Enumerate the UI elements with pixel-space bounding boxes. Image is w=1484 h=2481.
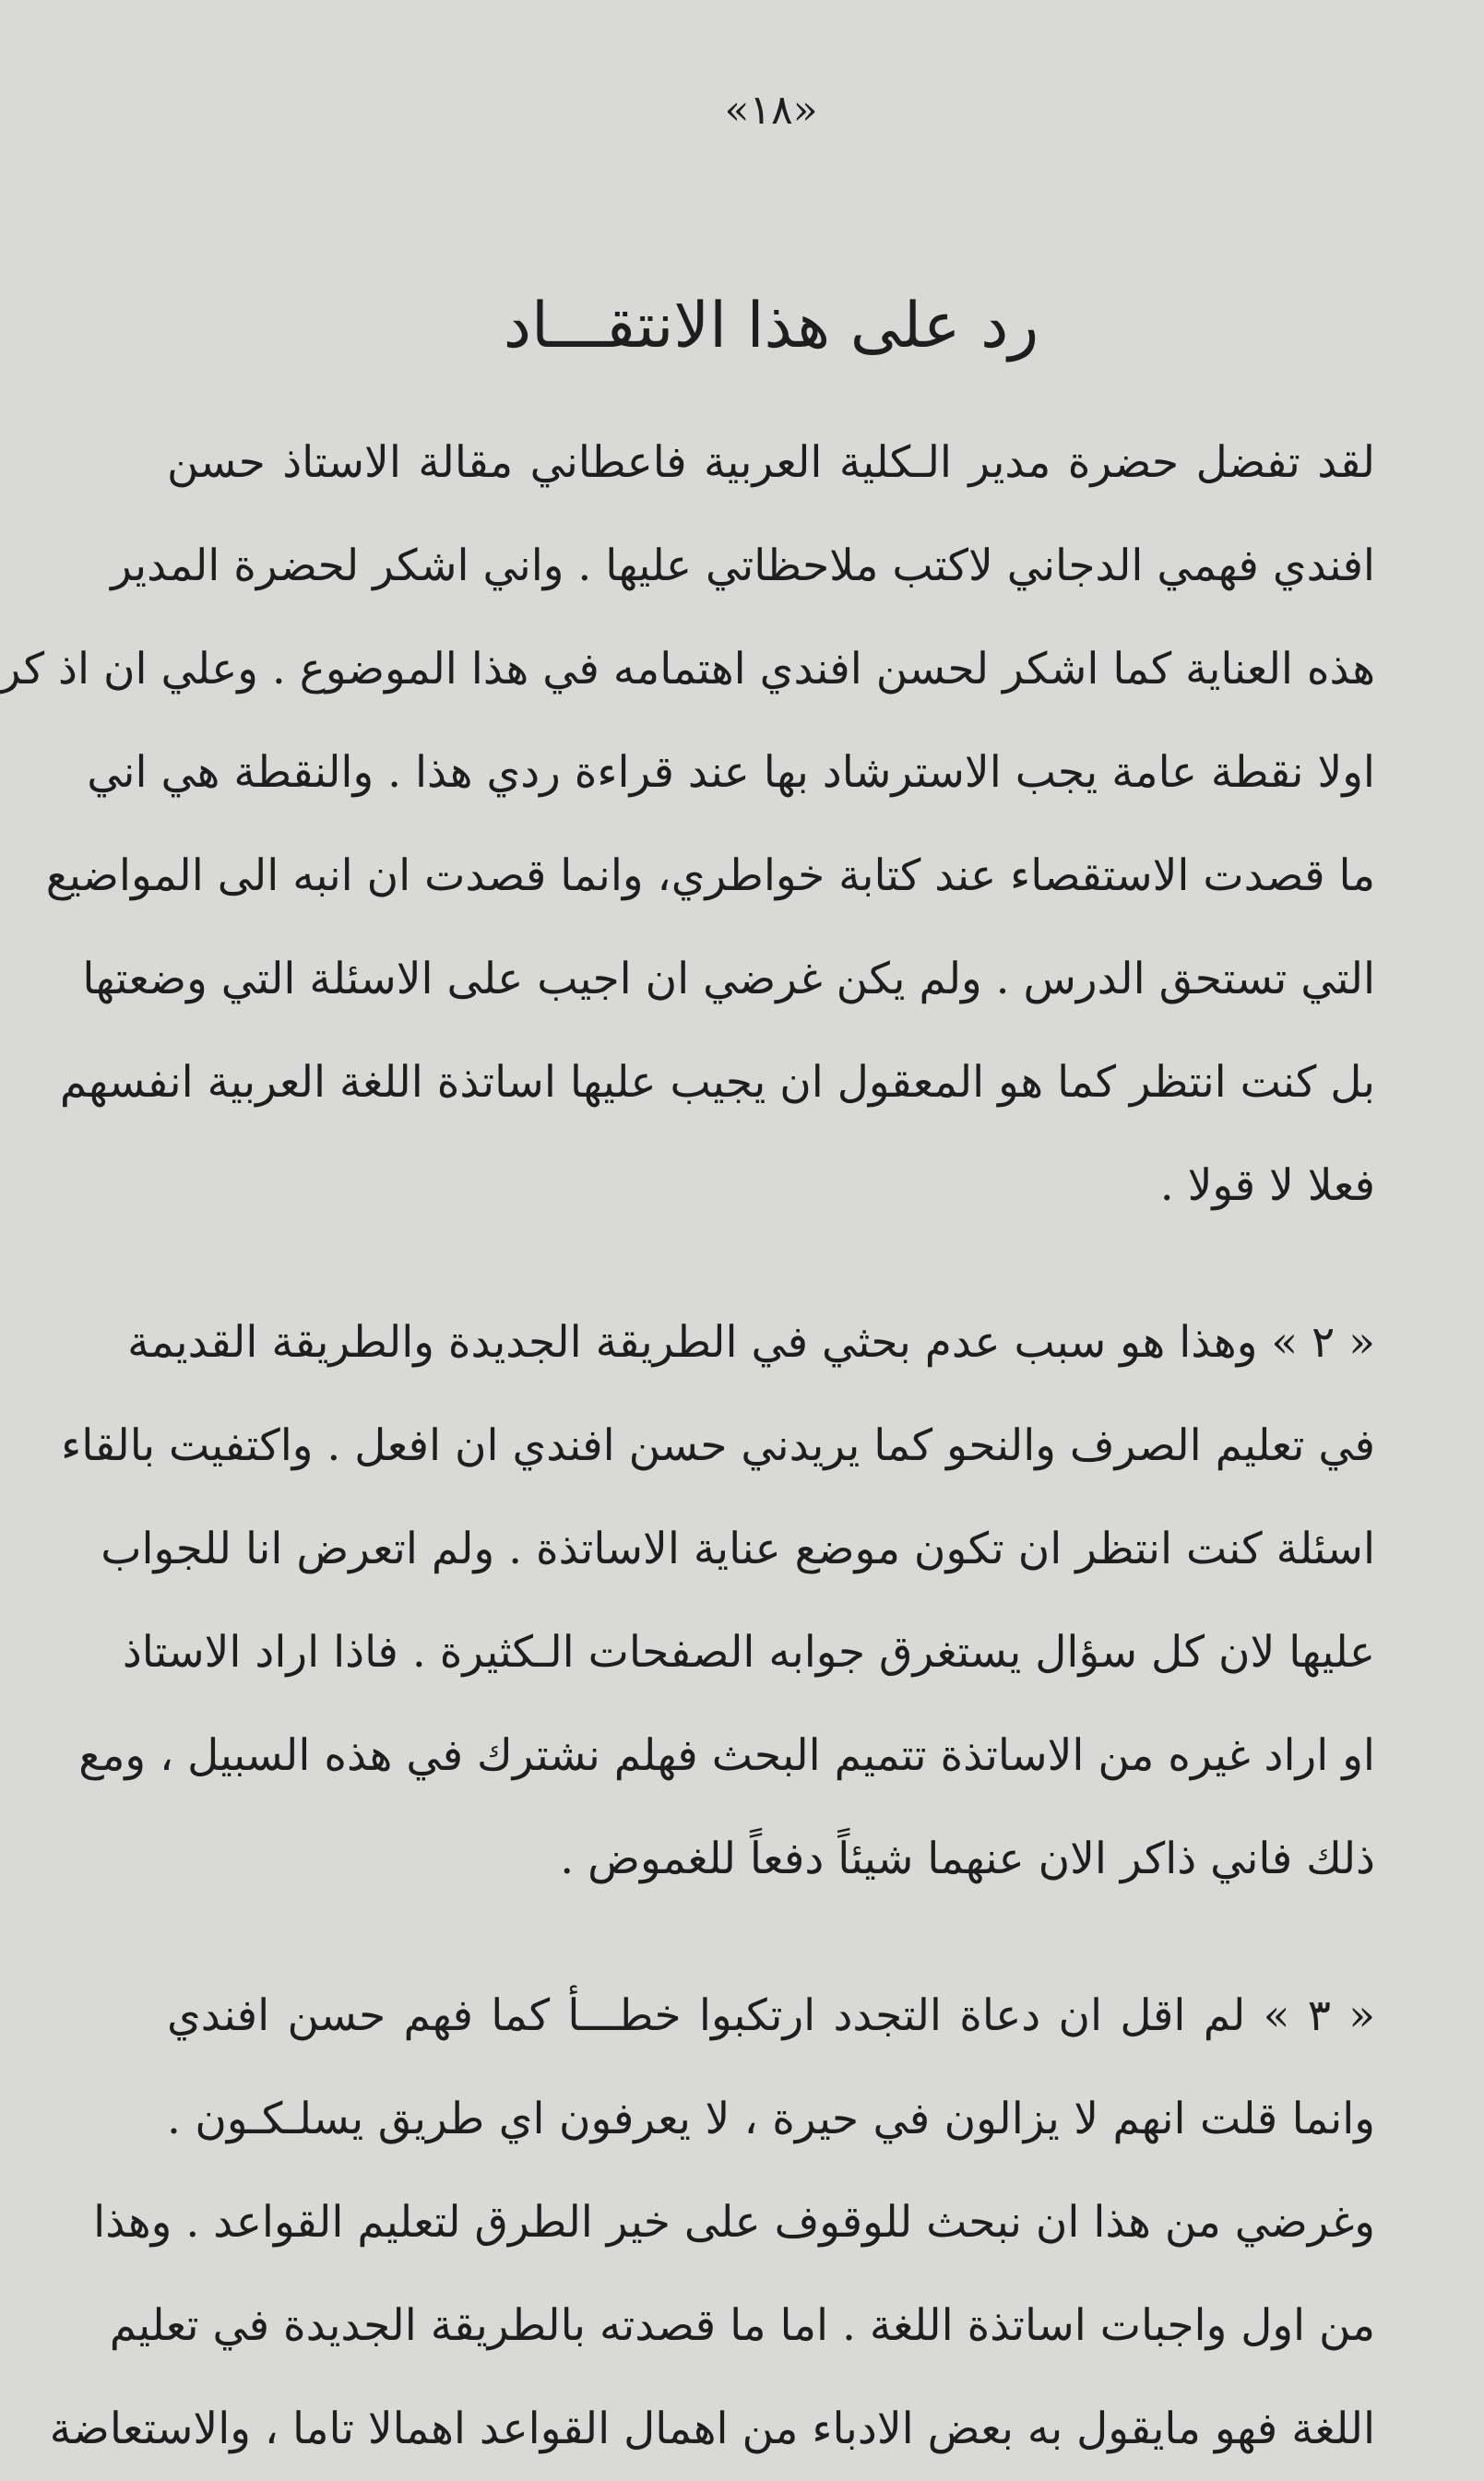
text-line: بل كنت انتظر كما هو المعقول ان يجيب عليها اساتذة اللغة العربية انفسهم [59,1057,1375,1108]
text-line: اسئلة كنت انتظر ان تكون موضع عناية الاساتذة . ولم اتعرض انا للجواب [101,1524,1375,1574]
text-line: فعلا لا قولا . [1159,1160,1375,1211]
text-line: « ٢ » وهذا هو سبب عدم بحثي في الطريقة الجديدة والطريقة القديمة [127,1317,1375,1368]
paragraph-2 [61,1291,1375,1911]
text-line: لقد تفضل حضرة مدير الـكلية العربية فاعطاني مقالة الاستاذ حسن [167,437,1375,488]
text-line: هذه العناية كما اشكر لحسن افندي اهتمامه في هذا الموضوع . وعلي ان اذ كر [0,644,1375,694]
text-line: اللغة فهو مايقول به بعض الادباء من اهمال القواعد اهمالا تاما ، والاستعاضة [49,2404,1375,2454]
paragraph-1 [0,411,1375,1238]
paragraph-gap [167,1238,1375,1291]
section-title: رد على هذا الانتقـــاد [503,290,1039,362]
text-line: وانما قلت انهم لا يزالون في حيرة ، لا يعرفون اي طريق يسلـكـون . [167,2094,1375,2144]
text-line: « ٣ » لم اقل ان دعاة التجدد ارتكبوا خطـــأ كما فهم حسن افندي [167,1990,1375,2041]
text-line: وغرضي من هذا ان نبحث للوقوف على خير الطرق لتعليم القواعد . وهذا [93,2197,1375,2248]
text-line: ما قصدت الاستقصاء عند كتابة خواطري، وانما قصدت ان انبه الى المواضيع [45,850,1375,901]
text-line: افندي فهمي الدجاني لاكتب ملاحظاتي عليها . واني اشكر لحضرة المدير [111,540,1375,591]
text-line: التي تستحق الدرس . ولم يكن غرضي ان اجيب على الاسئلة التي وضعتها [82,954,1375,1004]
paragraph-gap [167,1911,1375,1965]
page-number: «١٨» [724,87,818,134]
text-line: من اول واجبات اساتذة اللغة . اما ما قصدته بالطريقة الجديدة في تعليم [109,2300,1375,2351]
text-line: في تعليم الصرف والنحو كما يريدني حسن افندي ان افعل . واكتفيت بالقاء [61,1420,1375,1471]
text-line: ذلك فاني ذاكر الان عنهما شيئاً دفعاً للغموض . [560,1834,1375,1884]
text-line: اولا نقطة عامة يجب الاسترشاد بها عند قراءة ردي هذا . والنقطة هي اني [87,747,1375,798]
paragraph-3 [49,1965,1375,2481]
text-line: عليها لان كل سؤال يستغرق جوابه الصفحات الـكثيرة . فاذا اراد الاستاذ [122,1627,1375,1678]
text-line: او اراد غيره من الاساتذة تتميم البحث فهلم نشترك في هذه السبيل ، ومع [78,1730,1375,1781]
